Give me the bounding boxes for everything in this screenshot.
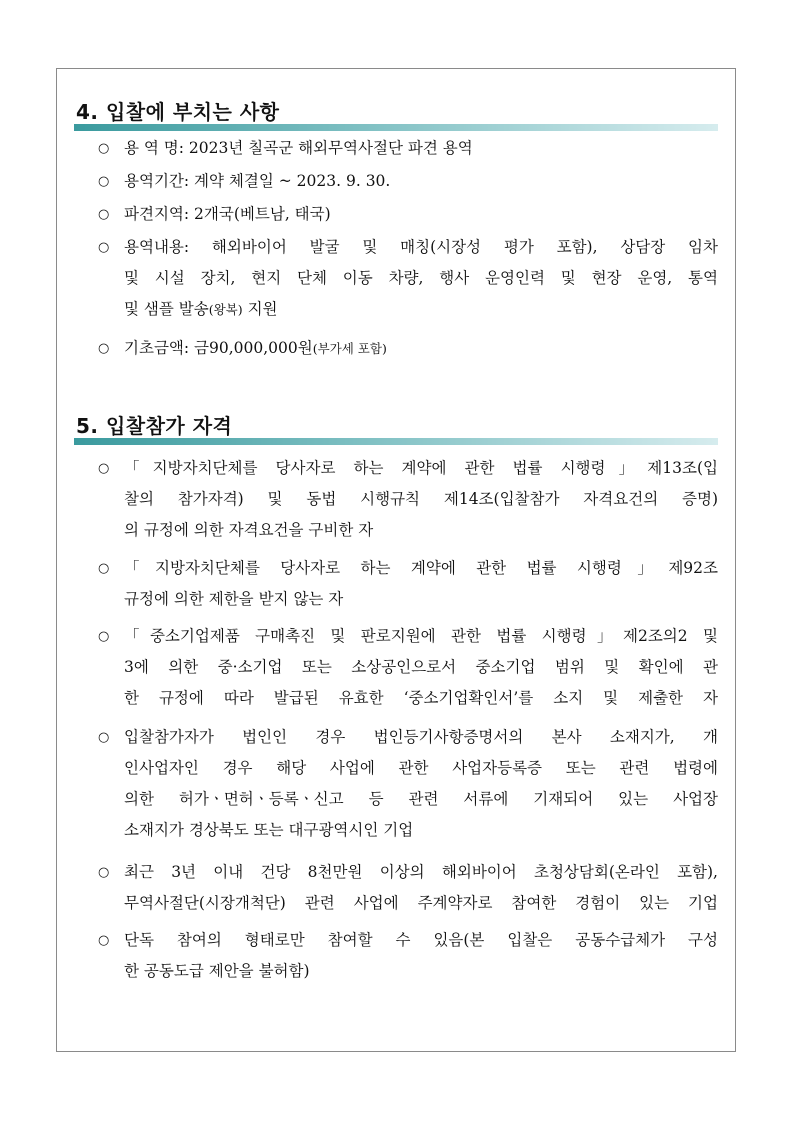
section-4-title: 4. 입찰에 부치는 사항	[76, 100, 280, 124]
item-line: 최근 3년 이내 건당 8천만원 이상의 해외바이어 초청상담회(온라인 포함),	[124, 863, 718, 881]
item-line	[98, 333, 718, 364]
bullet-icon: ○	[98, 933, 110, 948]
item-line-note: (왕복)	[208, 302, 243, 317]
s5-item-qualification-3	[98, 621, 718, 714]
item-line: 용 역 명: 2023년 칠곡군 해외무역사절단 파견 용역	[124, 139, 473, 157]
item-line: 무역사절단(시장개척단) 관련 사업에 주계약자로 참여한 경험이 있는 기업	[124, 894, 718, 912]
item-line	[98, 294, 718, 325]
item-line: 파견지역: 2개국(베트남, 태국)	[124, 205, 331, 223]
item-line: 「지방자치단체를 당사자로 하는 계약에 관한 법률 시행령」제92조	[124, 559, 718, 577]
s5-item-qualification-4	[98, 722, 718, 846]
item-line-text: 및 샘플 발송	[124, 300, 209, 318]
s5-item-qualification-6	[98, 925, 718, 987]
section-5-divider	[74, 438, 718, 445]
item-line-text: 기초금액: 금90,000,000원	[124, 339, 313, 357]
item-line: 인사업자인 경우 해당 사업에 관한 사업자등록증 또는 관련 법령에	[124, 759, 718, 777]
s5-item-qualification-5	[98, 857, 718, 919]
s4-item-service-period	[98, 166, 718, 197]
item-line: 찰의 참가자격) 및 동법 시행규칙 제14조(입찰참가 자격요건의 증명)	[124, 490, 718, 508]
item-line: 규정에 의한 제한을 받지 않는 자	[124, 590, 344, 608]
bullet-icon: ○	[98, 629, 110, 644]
item-line: 한 규정에 따라 발급된 유효한 ‘중소기업확인서’를 소지 및 제출한 자	[124, 689, 718, 707]
item-line: 「지방자치단체를 당사자로 하는 계약에 관한 법률 시행령」제13조(입	[124, 459, 718, 477]
item-line: 3에 의한 중·소기업 또는 소상공인으로서 중소기업 범위 및 확인에 관	[124, 658, 718, 676]
bullet-icon: ○	[98, 240, 110, 255]
s4-item-base-amount	[98, 333, 718, 364]
item-line: 용역내용: 해외바이어 발굴 및 매칭(시장성 평가 포함), 상담장 임차	[124, 238, 718, 256]
bullet-icon: ○	[98, 141, 110, 156]
bullet-icon: ○	[98, 207, 110, 222]
item-line: 소재지가 경상북도 또는 대구광역시인 기업	[124, 821, 414, 839]
s4-item-service-name	[98, 133, 718, 164]
s5-item-qualification-2	[98, 553, 718, 615]
item-line: 입찰참가자가 법인인 경우 법인등기사항증명서의 본사 소재지가, 개	[124, 728, 718, 746]
s4-item-service-content	[98, 232, 718, 325]
s4-item-dispatch-region	[98, 199, 718, 230]
item-line: 의 규정에 의한 자격요건을 구비한 자	[124, 521, 374, 539]
bullet-icon: ○	[98, 341, 110, 356]
item-line-tail: 지원	[242, 300, 278, 318]
bullet-icon: ○	[98, 865, 110, 880]
item-line: 「중소기업제품 구매촉진 및 판로지원에 관한 법률 시행령」제2조의2 및	[124, 627, 718, 645]
s5-item-qualification-1	[98, 453, 718, 546]
bullet-icon: ○	[98, 561, 110, 576]
item-line: 용역기간: 계약 체결일 ~ 2023. 9. 30.	[124, 172, 391, 190]
item-line: 단독 참여의 형태로만 참여할 수 있음(본 입찰은 공동수급체가 구성	[124, 931, 718, 949]
bullet-icon: ○	[98, 730, 110, 745]
item-line: 한 공동도급 제안을 불허함)	[124, 962, 310, 980]
item-line: 및 시설 장치, 현지 단체 이동 차량, 행사 운영인력 및 현장 운영, 통역	[124, 269, 718, 287]
bullet-icon: ○	[98, 174, 110, 189]
bullet-icon: ○	[98, 461, 110, 476]
item-line-note: (부가세 포함)	[312, 341, 387, 356]
section-4-divider	[74, 124, 718, 131]
section-5-title: 5. 입찰참가 자격	[76, 414, 233, 438]
item-line: 의한 허가ㆍ면허ㆍ등록ㆍ신고 등 관련 서류에 기재되어 있는 사업장	[124, 790, 718, 808]
